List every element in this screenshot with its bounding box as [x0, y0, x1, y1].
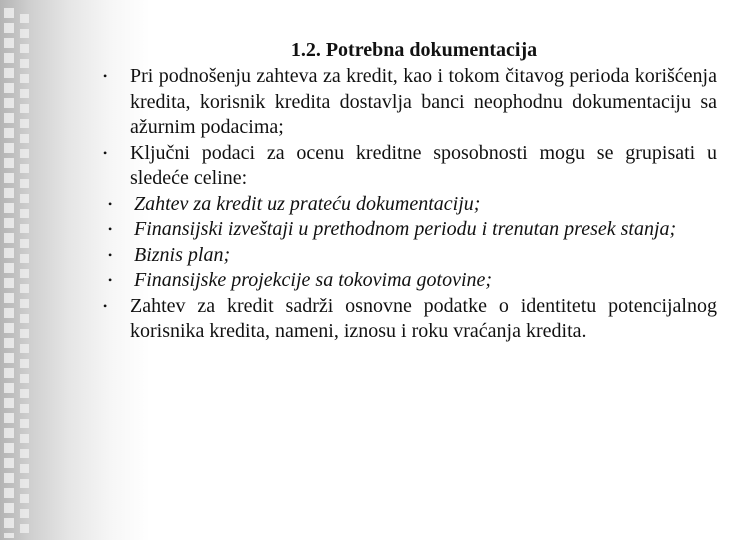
- bullet-icon: •: [103, 298, 108, 313]
- sub-list-item: [100, 268, 717, 294]
- bullet-icon: •: [108, 247, 113, 262]
- sub-list-item: [100, 192, 717, 218]
- sub-list-item: [100, 217, 717, 243]
- list-item: [100, 294, 717, 345]
- sub-list-item: [100, 243, 717, 269]
- sub-list-item-text: Biznis plan;: [134, 243, 231, 266]
- bullet-icon: •: [103, 69, 108, 83]
- decorative-squares-strip-inner: [20, 14, 30, 534]
- bullet-icon: •: [108, 196, 113, 211]
- bullet-icon: •: [108, 273, 113, 287]
- list-item: [100, 64, 717, 141]
- bullet-icon: •: [103, 145, 108, 160]
- sub-list-item-text: Finansijske projekcije sa tokovima gotovine;: [134, 269, 493, 291]
- list-item: [100, 141, 717, 192]
- decorative-squares-strip: [4, 8, 18, 538]
- sub-list-item-text: Finansijski izveštaji u prethodnom periodu i trenutan presek stanja;: [134, 218, 677, 240]
- bullet-icon: •: [108, 222, 113, 236]
- sub-list-item-text: Zahtev za kredit uz prateću dokumentaciju;: [134, 192, 481, 215]
- sub-list: [100, 192, 717, 294]
- list-item-text: Pri podnošenju zahteva za kredit, kao i tokom čitavog perioda korišćenja kredita, korisnik kredita dostavlja banci neophodnu dokumentaciju sa ažurnim podacima;: [130, 65, 717, 138]
- list-item-text: Zahtev za kredit sadrži osnovne podatke o identitetu potencijalnog korisnika kredita, nameni, iznosu i roku vraćanja kredita.: [130, 294, 717, 342]
- bullet-list: [100, 64, 717, 345]
- list-item-text: Ključni podaci za ocenu kreditne sposobnosti mogu se grupisati u sledeće celine:: [130, 141, 717, 189]
- slide-title: 1.2. Potrebna dokumentacija: [290, 39, 538, 61]
